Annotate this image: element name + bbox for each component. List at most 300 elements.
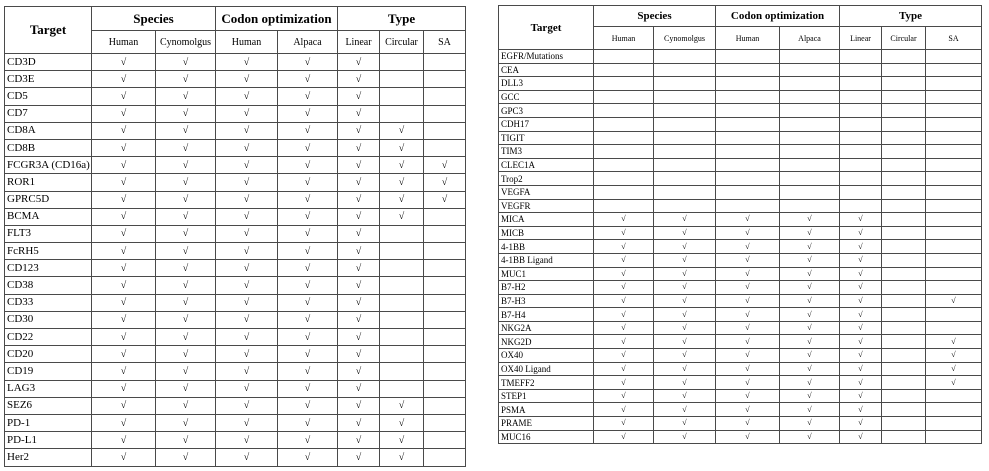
empty-cell [654, 172, 716, 186]
check-mark-cell: √ [216, 397, 278, 414]
check-mark-cell: √ [594, 281, 654, 295]
empty-cell [594, 131, 654, 145]
table-row [499, 185, 982, 199]
check-mark-cell: √ [92, 208, 156, 225]
check-mark-cell: √ [278, 208, 338, 225]
table-row [5, 260, 466, 277]
empty-cell [882, 376, 926, 390]
target-name-cell: GCC [499, 90, 594, 104]
empty-cell [654, 50, 716, 64]
check-mark-cell: √ [338, 363, 380, 380]
empty-cell [716, 172, 780, 186]
empty-cell [882, 335, 926, 349]
check-mark-cell: √ [156, 243, 216, 260]
empty-cell [424, 311, 466, 328]
check-mark-cell: √ [594, 389, 654, 403]
empty-cell [380, 380, 424, 397]
empty-cell [424, 449, 466, 466]
empty-cell [654, 104, 716, 118]
check-mark-cell: √ [92, 54, 156, 71]
check-mark-cell: √ [216, 225, 278, 242]
check-mark-cell: √ [338, 260, 380, 277]
empty-cell [882, 349, 926, 363]
check-mark-cell: √ [716, 349, 780, 363]
check-mark-cell: √ [654, 253, 716, 267]
empty-cell [926, 213, 982, 227]
empty-cell [882, 267, 926, 281]
check-mark-cell: √ [338, 294, 380, 311]
empty-cell [780, 77, 840, 91]
check-mark-cell: √ [92, 311, 156, 328]
check-mark-cell: √ [216, 157, 278, 174]
check-mark-cell: √ [338, 329, 380, 346]
table-row [499, 349, 982, 363]
table-row [499, 281, 982, 295]
check-mark-cell: √ [926, 362, 982, 376]
check-mark-cell: √ [216, 208, 278, 225]
empty-cell [882, 362, 926, 376]
check-mark-cell: √ [278, 346, 338, 363]
target-name-cell: OX40 [499, 349, 594, 363]
check-mark-cell: √ [840, 294, 882, 308]
check-mark-cell: √ [780, 321, 840, 335]
empty-cell [716, 77, 780, 91]
empty-cell [882, 131, 926, 145]
empty-cell [882, 77, 926, 91]
target-name-cell: FLT3 [5, 225, 92, 242]
check-mark-cell: √ [716, 294, 780, 308]
empty-cell [926, 63, 982, 77]
check-mark-cell: √ [92, 243, 156, 260]
target-name-cell: B7-H2 [499, 281, 594, 295]
empty-cell [926, 145, 982, 159]
check-mark-cell: √ [92, 414, 156, 431]
empty-cell [840, 90, 882, 104]
check-mark-cell: √ [92, 157, 156, 174]
empty-cell [926, 199, 982, 213]
check-mark-cell: √ [216, 54, 278, 71]
empty-cell [780, 104, 840, 118]
empty-cell [926, 131, 982, 145]
empty-cell [926, 226, 982, 240]
check-mark-cell: √ [594, 308, 654, 322]
check-mark-cell: √ [716, 430, 780, 444]
check-mark-cell: √ [92, 432, 156, 449]
target-name-cell: CD33 [5, 294, 92, 311]
empty-cell [840, 131, 882, 145]
check-mark-cell: √ [840, 281, 882, 295]
check-mark-cell: √ [278, 105, 338, 122]
target-name-cell: 4-1BB Ligand [499, 253, 594, 267]
empty-cell [594, 158, 654, 172]
check-mark-cell: √ [840, 362, 882, 376]
empty-cell [380, 346, 424, 363]
target-name-cell: PD-1 [5, 414, 92, 431]
check-mark-cell: √ [156, 260, 216, 277]
empty-cell [654, 145, 716, 159]
table-row [5, 414, 466, 431]
target-name-cell: CD20 [5, 346, 92, 363]
empty-cell [424, 432, 466, 449]
table-row [5, 71, 466, 88]
empty-cell [882, 63, 926, 77]
table-row [5, 329, 466, 346]
empty-cell [840, 77, 882, 91]
table-row [499, 50, 982, 64]
empty-cell [380, 243, 424, 260]
empty-cell [926, 389, 982, 403]
check-mark-cell: √ [278, 432, 338, 449]
target-name-cell: FCGR3A (CD16a) [5, 157, 92, 174]
check-mark-cell: √ [156, 449, 216, 466]
table-row [5, 105, 466, 122]
empty-cell [716, 117, 780, 131]
empty-cell [840, 117, 882, 131]
check-mark-cell: √ [594, 253, 654, 267]
check-mark-cell: √ [92, 346, 156, 363]
check-mark-cell: √ [92, 363, 156, 380]
empty-cell [882, 321, 926, 335]
check-mark-cell: √ [156, 174, 216, 191]
empty-cell [926, 172, 982, 186]
check-mark-cell: √ [156, 432, 216, 449]
left-table-body [5, 54, 466, 467]
target-name-cell: SEZ6 [5, 397, 92, 414]
check-mark-cell: √ [594, 403, 654, 417]
table-row [499, 376, 982, 390]
check-mark-cell: √ [216, 449, 278, 466]
target-name-cell: MUC16 [499, 430, 594, 444]
table-row [5, 208, 466, 225]
check-mark-cell: √ [780, 294, 840, 308]
empty-cell [926, 90, 982, 104]
table-row [499, 308, 982, 322]
check-mark-cell: √ [780, 417, 840, 431]
check-mark-cell: √ [216, 432, 278, 449]
empty-cell [882, 253, 926, 267]
target-name-cell: CD123 [5, 260, 92, 277]
empty-cell [716, 50, 780, 64]
check-mark-cell: √ [654, 349, 716, 363]
empty-cell [926, 308, 982, 322]
table-row [5, 122, 466, 139]
sub-header-linear: Linear [338, 31, 380, 54]
empty-cell [380, 88, 424, 105]
check-mark-cell: √ [716, 389, 780, 403]
check-mark-cell: √ [278, 71, 338, 88]
empty-cell [840, 172, 882, 186]
empty-cell [882, 389, 926, 403]
sub-header-alpaca: Alpaca [780, 27, 840, 50]
empty-cell [840, 145, 882, 159]
target-name-cell: PSMA [499, 403, 594, 417]
target-name-cell: CD30 [5, 311, 92, 328]
empty-cell [882, 281, 926, 295]
table-row [499, 77, 982, 91]
check-mark-cell: √ [654, 403, 716, 417]
target-name-cell: CDH17 [499, 117, 594, 131]
empty-cell [882, 90, 926, 104]
empty-cell [380, 54, 424, 71]
check-mark-cell: √ [92, 139, 156, 156]
target-name-cell: TIGIT [499, 131, 594, 145]
check-mark-cell: √ [278, 363, 338, 380]
target-name-cell: TMEFF2 [499, 376, 594, 390]
empty-cell [380, 363, 424, 380]
table-row [499, 335, 982, 349]
target-name-cell: EGFR/Mutations [499, 50, 594, 64]
target-name-cell: B7-H3 [499, 294, 594, 308]
check-mark-cell: √ [594, 335, 654, 349]
check-mark-cell: √ [380, 191, 424, 208]
empty-cell [882, 240, 926, 254]
check-mark-cell: √ [278, 122, 338, 139]
check-mark-cell: √ [840, 267, 882, 281]
empty-cell [380, 225, 424, 242]
check-mark-cell: √ [92, 225, 156, 242]
empty-cell [780, 131, 840, 145]
empty-cell [840, 185, 882, 199]
check-mark-cell: √ [594, 226, 654, 240]
check-mark-cell: √ [716, 253, 780, 267]
check-mark-cell: √ [840, 240, 882, 254]
check-mark-cell: √ [380, 174, 424, 191]
table-row [499, 145, 982, 159]
check-mark-cell: √ [840, 253, 882, 267]
check-mark-cell: √ [278, 329, 338, 346]
empty-cell [654, 185, 716, 199]
empty-cell [380, 105, 424, 122]
check-mark-cell: √ [338, 432, 380, 449]
empty-cell [926, 240, 982, 254]
empty-cell [882, 172, 926, 186]
check-mark-cell: √ [156, 122, 216, 139]
species-header: Species [594, 6, 716, 27]
check-mark-cell: √ [594, 376, 654, 390]
check-mark-cell: √ [92, 191, 156, 208]
check-mark-cell: √ [278, 174, 338, 191]
empty-cell [716, 131, 780, 145]
check-mark-cell: √ [840, 335, 882, 349]
check-mark-cell: √ [278, 260, 338, 277]
empty-cell [594, 50, 654, 64]
check-mark-cell: √ [380, 397, 424, 414]
check-mark-cell: √ [338, 174, 380, 191]
empty-cell [780, 117, 840, 131]
target-name-cell: 4-1BB [499, 240, 594, 254]
target-name-cell: CD3E [5, 71, 92, 88]
check-mark-cell: √ [278, 397, 338, 414]
check-mark-cell: √ [156, 88, 216, 105]
sub-header-alpaca: Alpaca [278, 31, 338, 54]
check-mark-cell: √ [840, 308, 882, 322]
check-mark-cell: √ [156, 380, 216, 397]
table-row [499, 321, 982, 335]
check-mark-cell: √ [926, 335, 982, 349]
empty-cell [926, 50, 982, 64]
codon-optimization-header: Codon optimization [216, 7, 338, 31]
check-mark-cell: √ [840, 376, 882, 390]
type-header: Type [840, 6, 982, 27]
target-name-cell: CEA [499, 63, 594, 77]
empty-cell [926, 417, 982, 431]
check-mark-cell: √ [654, 430, 716, 444]
empty-cell [716, 158, 780, 172]
left-target-table-panel [4, 6, 466, 467]
check-mark-cell: √ [338, 225, 380, 242]
check-mark-cell: √ [594, 362, 654, 376]
target-name-cell: OX40 Ligand [499, 362, 594, 376]
check-mark-cell: √ [92, 174, 156, 191]
check-mark-cell: √ [780, 308, 840, 322]
check-mark-cell: √ [216, 243, 278, 260]
check-mark-cell: √ [338, 157, 380, 174]
check-mark-cell: √ [840, 389, 882, 403]
check-mark-cell: √ [216, 311, 278, 328]
empty-cell [780, 90, 840, 104]
empty-cell [840, 199, 882, 213]
check-mark-cell: √ [654, 281, 716, 295]
empty-cell [882, 185, 926, 199]
check-mark-cell: √ [156, 346, 216, 363]
table-row [5, 380, 466, 397]
check-mark-cell: √ [338, 88, 380, 105]
check-mark-cell: √ [338, 243, 380, 260]
check-mark-cell: √ [216, 71, 278, 88]
empty-cell [654, 158, 716, 172]
empty-cell [840, 158, 882, 172]
table-row [5, 449, 466, 466]
check-mark-cell: √ [338, 277, 380, 294]
check-mark-cell: √ [278, 243, 338, 260]
empty-cell [882, 417, 926, 431]
check-mark-cell: √ [840, 417, 882, 431]
target-name-cell: PRAME [499, 417, 594, 431]
target-name-cell: VEGFR [499, 199, 594, 213]
check-mark-cell: √ [338, 122, 380, 139]
check-mark-cell: √ [654, 389, 716, 403]
empty-cell [882, 158, 926, 172]
empty-cell [594, 104, 654, 118]
target-name-cell: PD-L1 [5, 432, 92, 449]
check-mark-cell: √ [716, 226, 780, 240]
check-mark-cell: √ [716, 376, 780, 390]
check-mark-cell: √ [780, 335, 840, 349]
empty-cell [882, 430, 926, 444]
check-mark-cell: √ [156, 54, 216, 71]
sub-header-sa: SA [926, 27, 982, 50]
table-row [5, 88, 466, 105]
empty-cell [926, 185, 982, 199]
check-mark-cell: √ [92, 380, 156, 397]
check-mark-cell: √ [156, 414, 216, 431]
empty-cell [716, 90, 780, 104]
check-mark-cell: √ [338, 311, 380, 328]
target-name-cell: FcRH5 [5, 243, 92, 260]
check-mark-cell: √ [92, 260, 156, 277]
check-mark-cell: √ [216, 191, 278, 208]
check-mark-cell: √ [716, 335, 780, 349]
target-name-cell: LAG3 [5, 380, 92, 397]
empty-cell [654, 63, 716, 77]
empty-cell [424, 71, 466, 88]
empty-cell [882, 213, 926, 227]
table-row [5, 243, 466, 260]
check-mark-cell: √ [92, 277, 156, 294]
check-mark-cell: √ [278, 414, 338, 431]
check-mark-cell: √ [926, 294, 982, 308]
check-mark-cell: √ [840, 321, 882, 335]
check-mark-cell: √ [654, 362, 716, 376]
check-mark-cell: √ [654, 213, 716, 227]
empty-cell [380, 71, 424, 88]
check-mark-cell: √ [278, 311, 338, 328]
empty-cell [882, 117, 926, 131]
check-mark-cell: √ [338, 105, 380, 122]
target-name-cell: TIM3 [499, 145, 594, 159]
check-mark-cell: √ [840, 226, 882, 240]
empty-cell [654, 131, 716, 145]
target-name-cell: MUC1 [499, 267, 594, 281]
check-mark-cell: √ [338, 71, 380, 88]
sub-header-cynomolgus: Cynomolgus [156, 31, 216, 54]
empty-cell [926, 77, 982, 91]
empty-cell [926, 253, 982, 267]
empty-cell [594, 172, 654, 186]
empty-cell [780, 63, 840, 77]
check-mark-cell: √ [92, 105, 156, 122]
target-name-cell: B7-H4 [499, 308, 594, 322]
check-mark-cell: √ [716, 308, 780, 322]
empty-cell [424, 105, 466, 122]
check-mark-cell: √ [338, 208, 380, 225]
target-header: Target [499, 6, 594, 50]
empty-cell [926, 281, 982, 295]
check-mark-cell: √ [216, 174, 278, 191]
empty-cell [424, 139, 466, 156]
empty-cell [424, 346, 466, 363]
empty-cell [882, 104, 926, 118]
table-row [499, 253, 982, 267]
table-row [5, 54, 466, 71]
target-name-cell: NKG2D [499, 335, 594, 349]
table-row [499, 63, 982, 77]
check-mark-cell: √ [926, 349, 982, 363]
check-mark-cell: √ [156, 208, 216, 225]
target-name-cell: CD19 [5, 363, 92, 380]
check-mark-cell: √ [780, 349, 840, 363]
empty-cell [424, 329, 466, 346]
check-mark-cell: √ [216, 346, 278, 363]
empty-cell [882, 226, 926, 240]
check-mark-cell: √ [156, 191, 216, 208]
check-mark-cell: √ [92, 71, 156, 88]
target-name-cell: ROR1 [5, 174, 92, 191]
check-mark-cell: √ [594, 294, 654, 308]
table-row [499, 430, 982, 444]
table-row [499, 362, 982, 376]
empty-cell [780, 145, 840, 159]
check-mark-cell: √ [594, 430, 654, 444]
table-row [499, 90, 982, 104]
check-mark-cell: √ [92, 329, 156, 346]
empty-cell [780, 50, 840, 64]
empty-cell [380, 311, 424, 328]
empty-cell [882, 403, 926, 417]
check-mark-cell: √ [92, 294, 156, 311]
sub-header-human-species: Human [92, 31, 156, 54]
check-mark-cell: √ [338, 380, 380, 397]
